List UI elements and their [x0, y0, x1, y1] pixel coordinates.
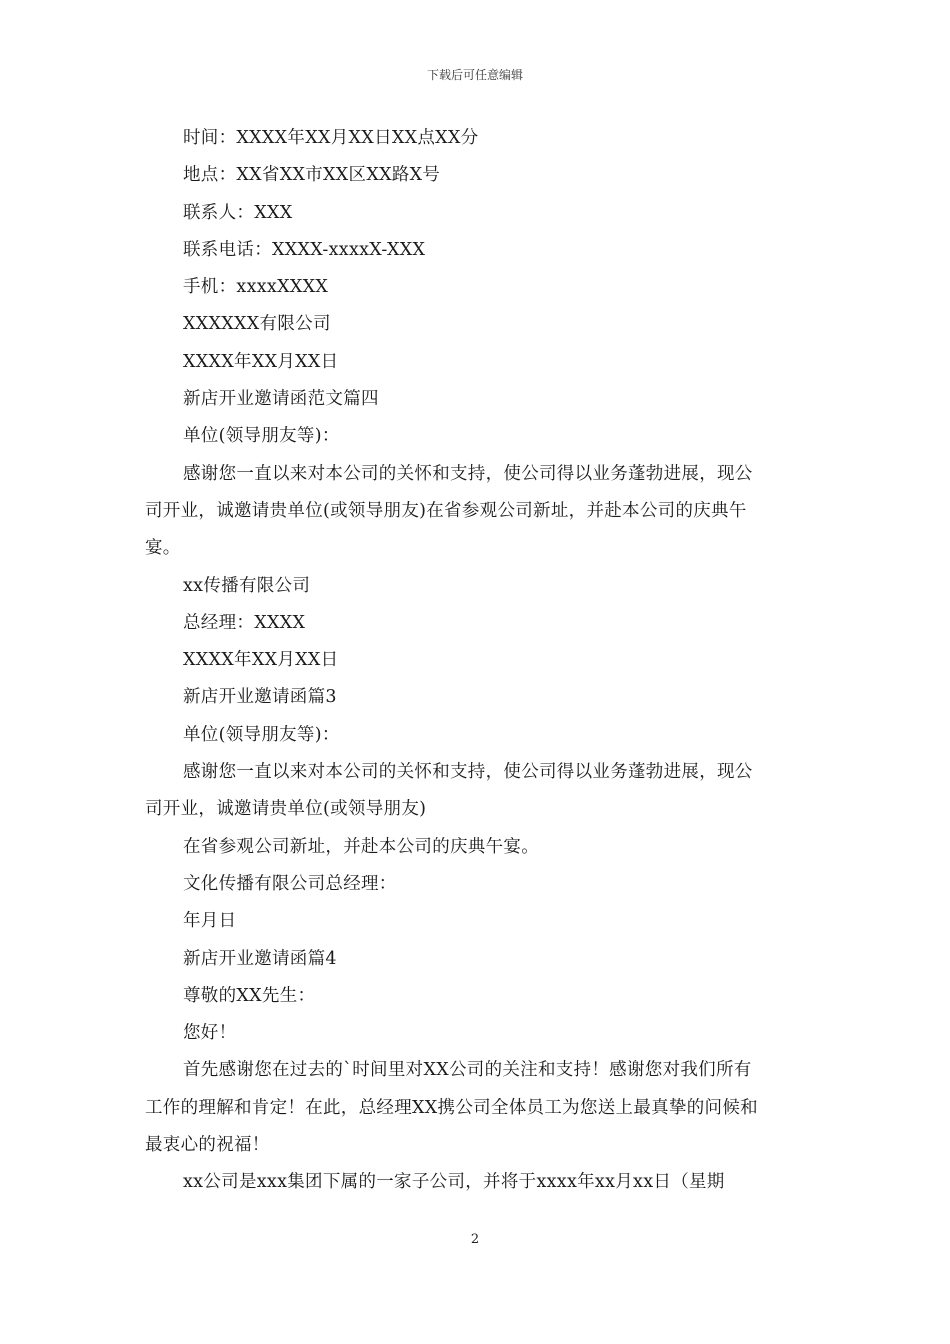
text-line: 时间：XXXX年XX月XX日XX点XX分: [183, 128, 479, 148]
text-line: 手机：xxxxXXXX: [183, 277, 329, 298]
text-line: 宴。: [145, 538, 181, 559]
text-line: 感谢您一直以来对本公司的关怀和支持，使公司得以业务蓬勃进展，现公: [183, 762, 753, 783]
text-line: XXXX年XX月XX日: [183, 351, 339, 372]
text-line: 联系人：XXX: [183, 202, 293, 223]
text-line: 司开业，诚邀请贵单位(或领导朋友)在省参观公司新址，并赴本公司的庆典午: [145, 500, 747, 521]
text-line: 首先感谢您在过去的`时间里对XX公司的关注和支持！感谢您对我们所有: [183, 1060, 752, 1081]
document-body: [145, 120, 810, 1202]
header-note: 下载后可任意编辑: [426, 68, 523, 82]
text-line: XXXXXX有限公司: [183, 314, 331, 335]
text-line: 单位(领导朋友等)：: [183, 724, 340, 745]
text-line: 最衷心的祝福！: [145, 1135, 270, 1156]
text-line: 地点：XX省XX市XX区XX路X号: [183, 165, 441, 186]
text-line: 新店开业邀请函篇4: [183, 948, 337, 969]
page-number: 2: [470, 1232, 480, 1247]
text-line: 文化传播有限公司总经理：: [183, 873, 397, 894]
text-line: 尊敬的XX先生：: [183, 985, 316, 1006]
text-line: XXXX年XX月XX日: [183, 650, 339, 671]
text-line: 新店开业邀请函篇3: [183, 687, 337, 708]
text-line: 您好！: [183, 1023, 237, 1044]
text-line: 感谢您一直以来对本公司的关怀和支持，使公司得以业务蓬勃进展，现公: [183, 463, 753, 484]
text-line: 新店开业邀请函范文篇四: [183, 389, 379, 410]
text-line: 年月日: [183, 911, 237, 932]
text-line: 在省参观公司新址，并赴本公司的庆典午宴。: [183, 836, 539, 857]
text-line: 总经理：XXXX: [183, 612, 306, 633]
text-line: 单位(领导朋友等)：: [183, 426, 340, 447]
text-line: 司开业，诚邀请贵单位(或领导朋友): [145, 799, 427, 820]
text-line: 工作的理解和肯定！在此，总经理XX携公司全体员工为您送上最真挚的问候和: [145, 1097, 758, 1118]
text-line: xx公司是xxx集团下属的一家子公司，并将于xxxx年xx月xx日（星期: [183, 1172, 725, 1193]
text-line: 联系电话：XXXX-xxxxX-XXX: [183, 239, 426, 260]
text-line: xx传播有限公司: [183, 575, 311, 596]
